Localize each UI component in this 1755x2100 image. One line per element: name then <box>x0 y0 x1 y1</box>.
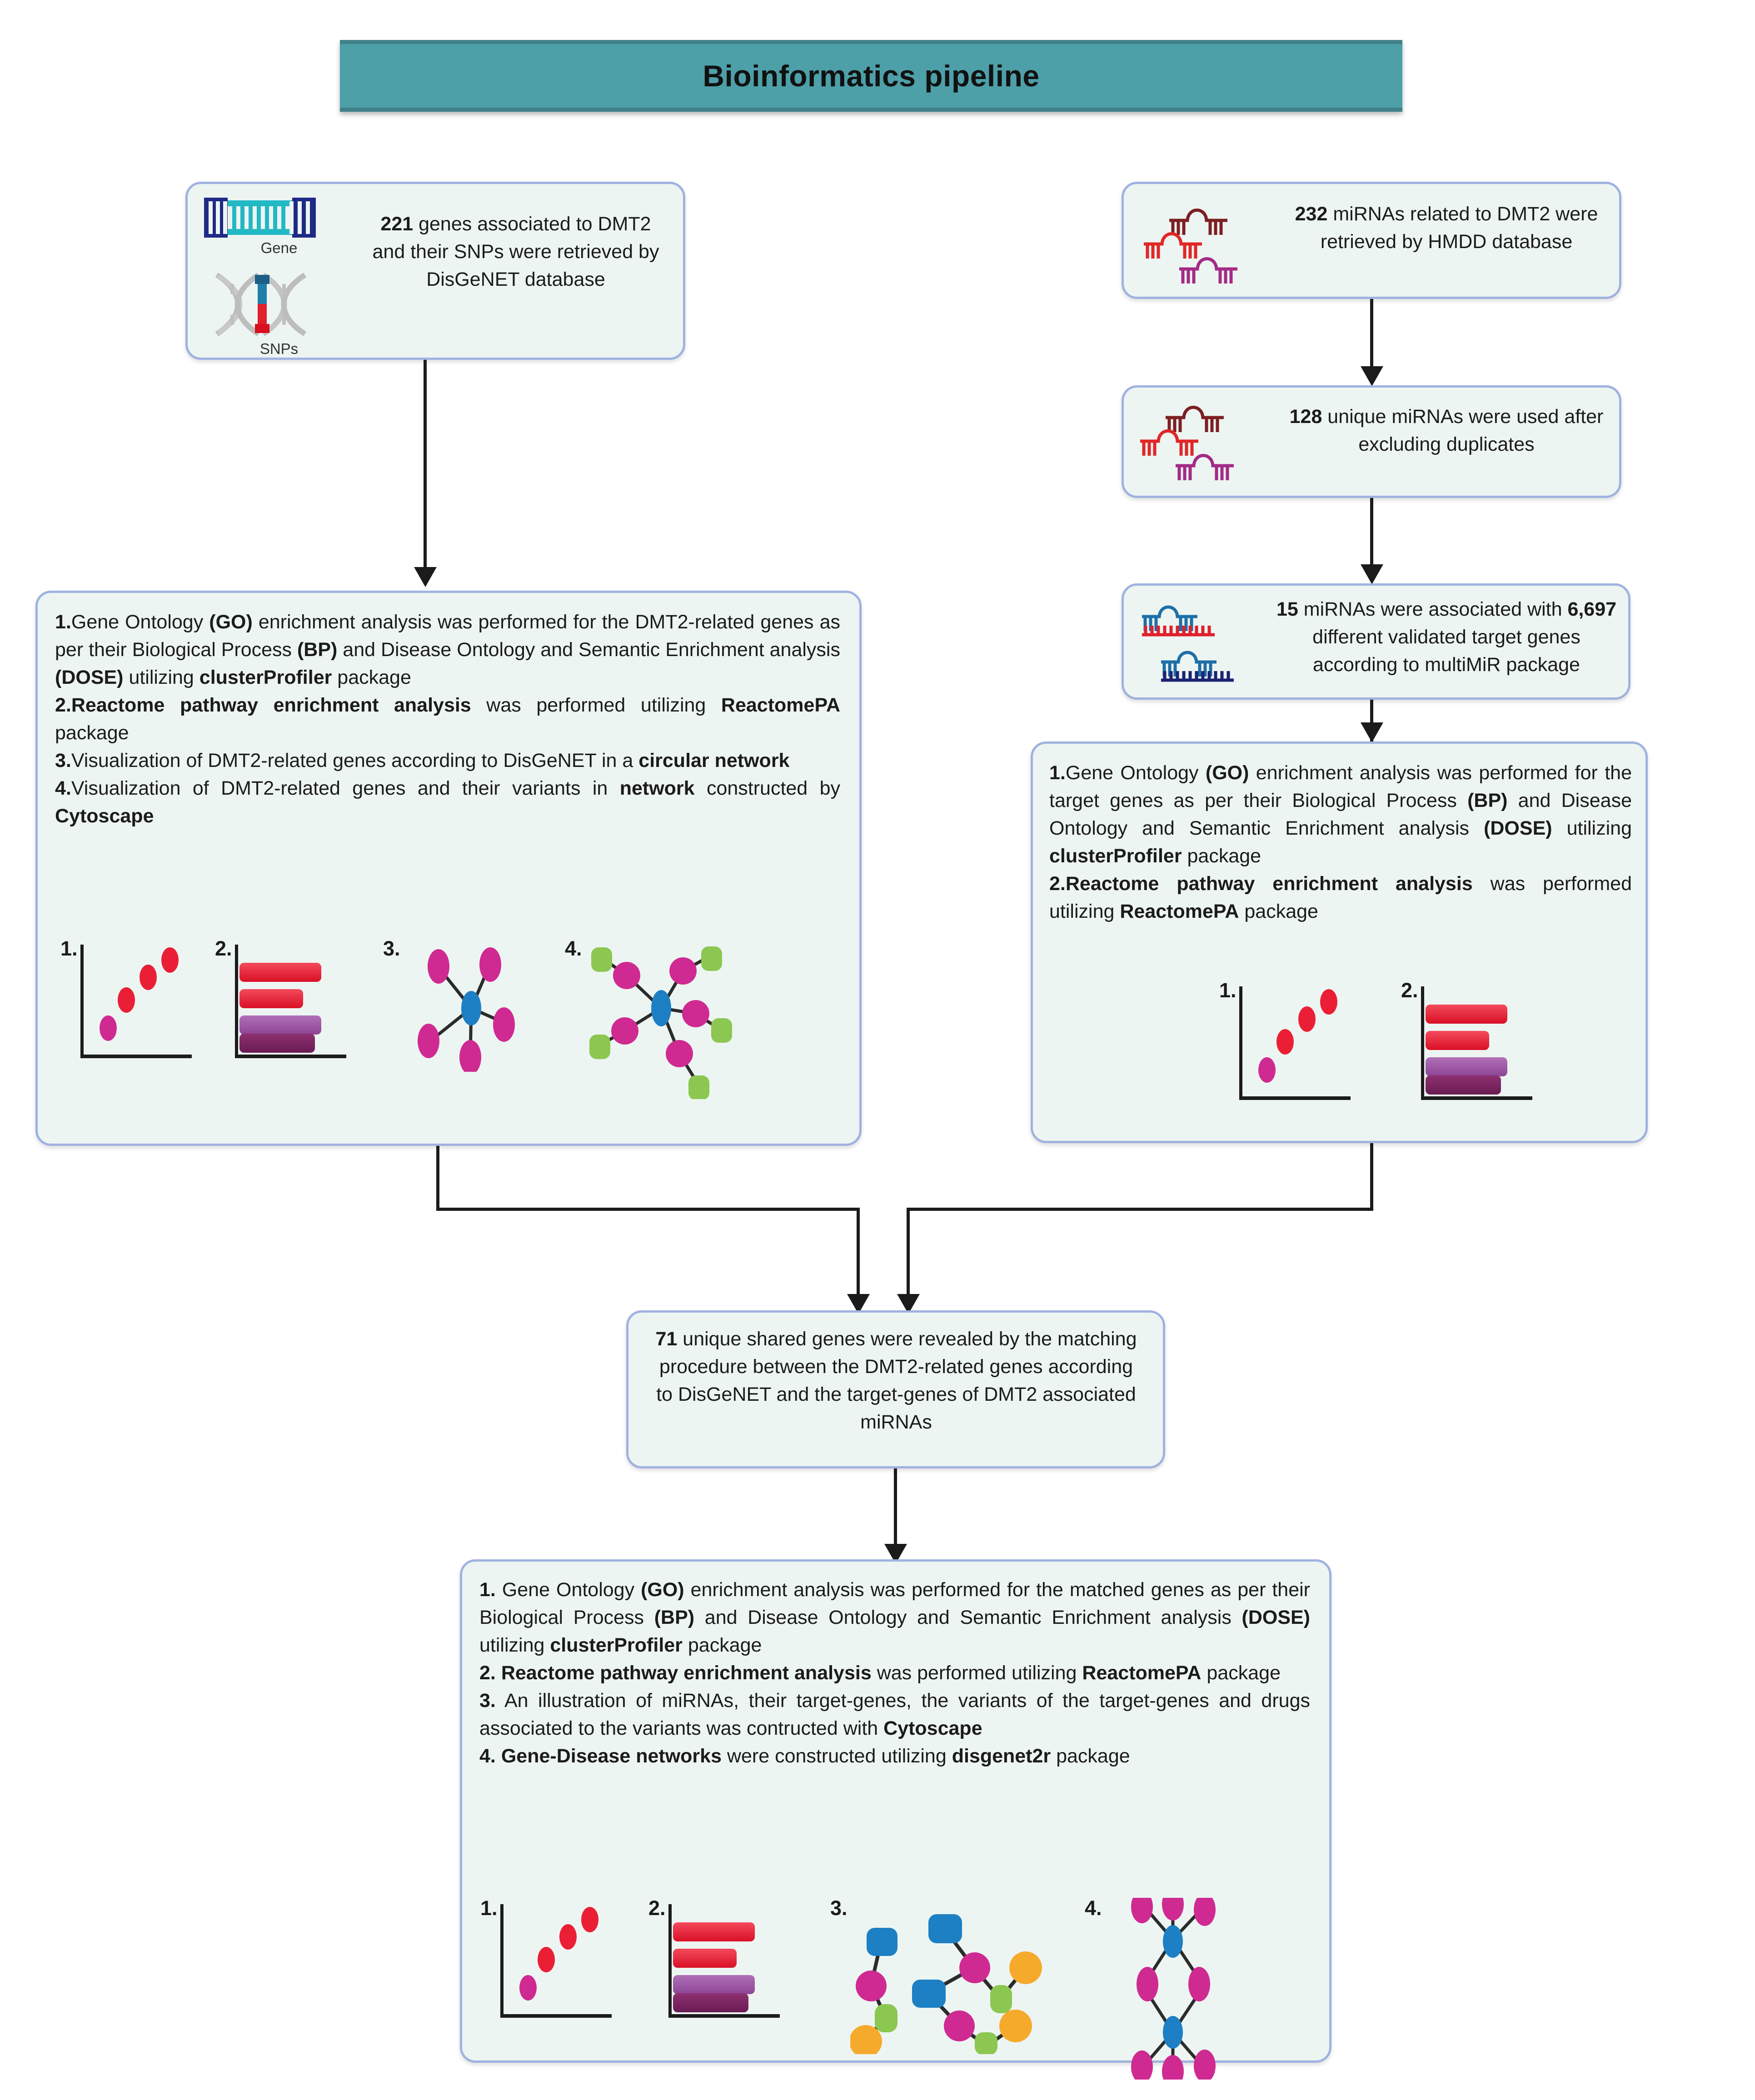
mirna-targets-text: 15 miRNAs were associated with 6,697 different validated target genes according to multiMiR package <box>1276 598 1617 676</box>
arrowhead-unique-to-targets <box>1361 564 1383 584</box>
node-mirna-source <box>1122 182 1621 299</box>
connector-left-merge-drop <box>857 1208 860 1299</box>
thumbnail-dot-plot: 1. <box>60 938 215 1058</box>
page-title-banner <box>340 40 1402 112</box>
thumbnail-circular-network: 3. <box>383 938 565 1072</box>
list-item-number: 1. <box>1049 762 1066 784</box>
final-analysis-item: 1. Gene Ontology (GO) enrichment analysis was performed for the matched genes as per their Biological Process (BP) and Disease Ontology and Semantic Enrichment analysis (DOSE) utilizing clusterProfiler package <box>479 1579 1311 1657</box>
connector-unique-to-targets <box>1370 498 1373 567</box>
mirna-unique-icons <box>1134 395 1270 493</box>
circular-network-graphic <box>403 945 539 1072</box>
node-mirna-targets <box>1122 583 1630 700</box>
connector-shared-to-final <box>894 1468 897 1547</box>
gene-icon <box>204 198 316 238</box>
right-analysis-list <box>1049 759 1632 926</box>
thumbnail-bar-chart: 2. <box>1401 980 1574 1100</box>
mirna-targets-icons <box>1133 593 1265 693</box>
left-analysis-box <box>35 591 862 1146</box>
list-item-number: 2. <box>479 1662 496 1684</box>
left-analysis-item: 1.Gene Ontology (GO) enrichment analysis was performed for the DMT2-related genes as per their Biological Process (BP) and Disease Ontology and Semantic Enrichment analysis (DOSE) utilizing clusterProfiler package <box>55 611 840 689</box>
connector-right-merge-drop <box>907 1208 910 1299</box>
thumbnail-dot-plot: 1. <box>480 1898 648 2018</box>
connector-genes-to-left-analysis <box>424 360 427 570</box>
thumbnail-variant-network: 4. <box>565 938 760 1099</box>
final-analysis-item: 2. Reactome pathway enrichment analysis was performed utilizing ReactomePA package <box>479 1662 1281 1684</box>
genes-count: 221 <box>380 213 414 235</box>
gene-icon-label: Gene <box>260 239 298 256</box>
list-item-number: 1. <box>55 611 71 633</box>
right-analysis-thumbnails <box>1219 980 1628 1100</box>
list-item-number: 2. <box>55 694 71 717</box>
final-analysis-list <box>479 1576 1310 1770</box>
list-item-number: 3. <box>479 1690 496 1712</box>
genes-source-text: 221 genes associated to DMT2 and their SNPs were retrieved by DisGeNET database <box>372 213 659 291</box>
connector-left-merge-horizontal <box>436 1208 860 1211</box>
dot-plot-graphic <box>500 1904 614 2018</box>
mirna-source-icons <box>1137 194 1274 292</box>
shared-genes-text: 71 unique shared genes were revealed by the matching procedure between the DMT2-related genes according to DisGeNET and the target-genes of DMT2 associated miRNAs <box>655 1328 1137 1433</box>
final-analysis-item: 3. An illustration of miRNAs, their target-genes, the variants of the target-genes and drugs associated to the variants was contructed with Cytoscape <box>479 1690 1310 1740</box>
left-analysis-item: 3.Visualization of DMT2-related genes according to DisGeNET in a circular network <box>55 750 790 772</box>
target-genes-count: 6,697 <box>1567 598 1617 620</box>
left-analysis-item: 2.Reactome pathway enrichment analysis was performed utilizing ReactomePA package <box>55 694 840 744</box>
thumbnail-bar-chart: 2. <box>215 938 383 1058</box>
list-item-number: 4. <box>55 777 71 800</box>
dot-plot-graphic <box>80 945 194 1058</box>
mirna-unique-text: 128 unique miRNAs were used after excluding duplicates <box>1289 406 1604 456</box>
node-shared-genes <box>626 1310 1165 1468</box>
page-title: Bioinformatics pipeline <box>703 59 1040 93</box>
connector-mirna-source-to-unique <box>1370 299 1373 369</box>
list-item-number: 3. <box>55 750 71 772</box>
gene-source-icons <box>204 198 354 358</box>
final-analysis-thumbnails <box>480 1898 1316 2080</box>
list-item-number: 2. <box>1049 873 1066 895</box>
snp-icon <box>204 270 316 338</box>
mirna-unique-count: 128 <box>1289 406 1322 428</box>
double-hub-network-graphic <box>1105 1898 1241 2080</box>
connector-right-merge-horizontal <box>907 1208 1373 1211</box>
left-analysis-item: 4.Visualization of DMT2-related genes and their variants in network constructed by Cytoscape <box>55 777 840 827</box>
right-analysis-box <box>1031 741 1648 1143</box>
left-analysis-thumbnails <box>60 938 833 1099</box>
thumbnail-dot-plot: 1. <box>1219 980 1401 1100</box>
final-analysis-box <box>460 1559 1331 2063</box>
thumbnail-bar-chart: 2. <box>648 1898 830 2018</box>
thumbnail-gene-disease-network: 4. <box>1085 1898 1276 2080</box>
list-item-number: 1. <box>479 1579 496 1601</box>
mirna-source-count: 232 <box>1295 203 1328 225</box>
mirna-source-text: 232 miRNAs related to DMT2 were retrieved by HMDD database <box>1295 203 1598 253</box>
mirna-targets-count: 15 <box>1276 598 1298 620</box>
node-genes-source <box>185 182 685 360</box>
bar-chart-graphic <box>668 1904 791 2018</box>
node-mirna-unique <box>1122 385 1621 498</box>
connector-left-merge-vertical <box>436 1146 439 1210</box>
dot-plot-graphic <box>1239 986 1353 1100</box>
arrowhead-genes-to-left-analysis <box>414 567 437 587</box>
connector-right-merge-vertical <box>1370 1143 1373 1210</box>
snp-icon-label: SNPs <box>259 340 299 357</box>
thumbnail-mirna-gene-drug-network: 3. <box>830 1898 1085 2054</box>
right-analysis-item: 2.Reactome pathway enrichment analysis was performed utilizing ReactomePA package <box>1049 873 1632 923</box>
shared-genes-count: 71 <box>655 1328 678 1350</box>
bar-chart-graphic <box>235 945 358 1058</box>
arrowhead-mirna-source-to-unique <box>1361 366 1383 386</box>
right-analysis-item: 1.Gene Ontology (GO) enrichment analysis was performed for the target genes as per their Biological Process (BP) and Disease Ontology and Semantic Enrichment analysis (DOSE) utilizing clusterProfiler package <box>1049 762 1632 867</box>
final-analysis-item: 4. Gene-Disease networks were constructed utilizing disgenet2r package <box>479 1745 1130 1767</box>
mixed-network-graphic <box>850 1904 1064 2054</box>
left-analysis-list <box>55 608 840 830</box>
list-item-number: 4. <box>479 1745 496 1767</box>
variant-network-graphic <box>585 945 739 1099</box>
bar-chart-graphic <box>1421 986 1544 1100</box>
arrowhead-targets-to-right-analysis <box>1361 722 1383 742</box>
